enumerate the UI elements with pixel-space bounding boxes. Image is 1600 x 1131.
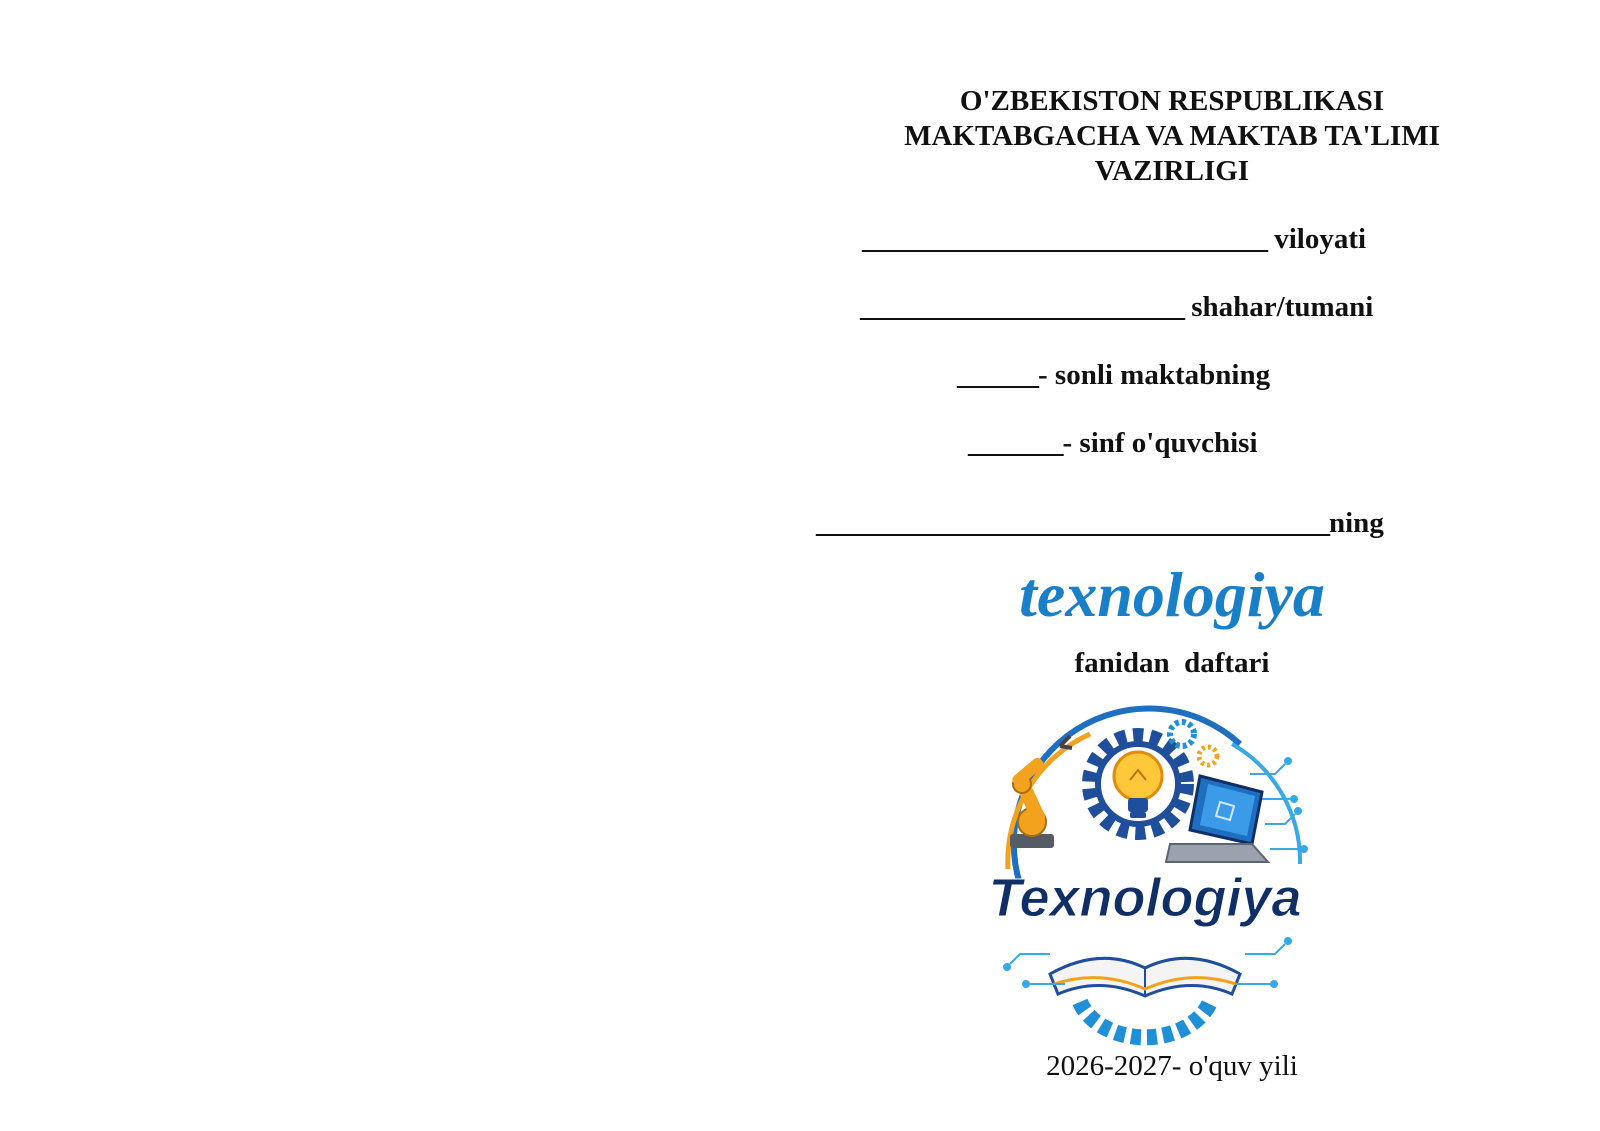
district-field <box>860 290 1373 324</box>
notebook-label: fanidan daftari <box>1074 647 1270 679</box>
region-field <box>862 222 1366 256</box>
book-icon <box>1050 958 1240 996</box>
grade-label: - sinf o'quvchisi <box>1062 427 1258 459</box>
school-field <box>957 358 1270 392</box>
region-blank: ______________________________ <box>862 223 1267 255</box>
logo-wordmark: Texnologiya <box>988 868 1302 928</box>
district-blank: ________________________ <box>860 291 1184 323</box>
student-field <box>816 506 1384 540</box>
notebook-cover <box>800 0 1600 1131</box>
ministry-line-1: O'ZBEKISTON RESPUBLIKASI <box>959 85 1385 117</box>
ministry-heading <box>800 84 1544 189</box>
region-label: viloyati <box>1267 223 1367 255</box>
grade-field <box>968 426 1258 460</box>
school-blank: ______ <box>957 359 1038 391</box>
student-blank: ______________________________________ <box>816 507 1329 539</box>
bottom-gear-icon <box>1080 1002 1210 1037</box>
school-label: - sonli maktabning <box>1038 359 1271 391</box>
technology-logo <box>970 684 1320 1054</box>
district-label: shahar/tumani <box>1184 291 1374 323</box>
ministry-line-2: MAKTABGACHA VA MAKTAB TA'LIMI <box>904 120 1440 152</box>
school-year: 2026-2027- o'quv yili <box>1046 1050 1298 1082</box>
grade-blank: _______ <box>968 427 1063 459</box>
ministry-line-3: VAZIRLIGI <box>1094 155 1250 187</box>
student-label: ning <box>1329 507 1384 539</box>
subject-title: texnologiya <box>1019 559 1325 630</box>
